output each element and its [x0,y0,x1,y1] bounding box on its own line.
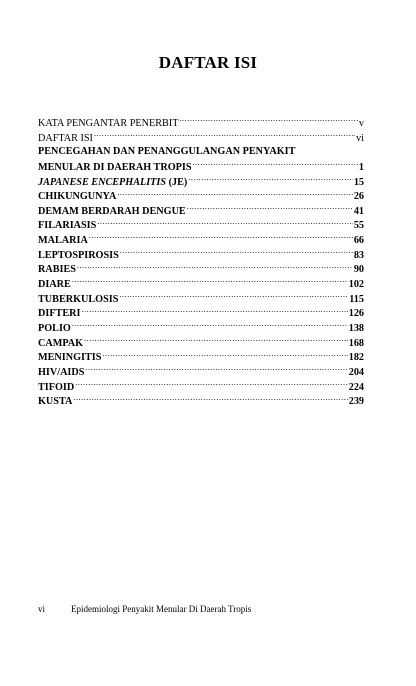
toc-entry-label: CHIKUNGUNYA [38,191,117,203]
toc-entry-label: KUSTA [38,396,73,408]
toc-entry-label: CAMPAK [38,337,84,349]
page-footer [38,604,251,614]
toc-entry-label: TIFOID [38,381,75,393]
toc-entry-page: 204 [348,366,364,378]
toc-entry-page: 15 [353,176,364,188]
toc-entry-page: 26 [353,191,364,203]
toc-entry-label-suffix: (JE) [166,176,188,188]
toc-leader-dots [73,394,347,404]
toc-entry-pencegahan[interactable] [38,160,364,175]
toc-entry-rabies[interactable] [38,262,364,277]
toc-entry-diare[interactable] [38,277,364,292]
toc-entry-label: MENINGITIS [38,352,102,364]
toc-entry-page: 41 [353,205,364,217]
toc-leader-dots [72,277,348,287]
toc-entry-page: 66 [353,235,364,247]
toc-entry-label: MALARIA [38,235,88,247]
toc-entry-page: 168 [348,337,364,349]
toc-entry-label-italic: JAPANESE ENCEPHALITIS [38,176,167,188]
toc-entry-campak[interactable] [38,336,364,351]
toc-leader-dots [188,175,353,185]
toc-leader-dots [75,380,347,390]
toc-entry-label: LEPTOSPIROSIS [38,249,119,261]
toc-entry-leptospirosis[interactable] [38,248,364,263]
toc-entry-japanese-encephalitis[interactable] [38,175,364,190]
toc-entry-tuberkulosis[interactable] [38,292,364,307]
toc-entry-page: 239 [348,396,364,408]
toc-entry-page: 182 [348,352,364,364]
toc-entry-tifoid[interactable] [38,380,364,395]
table-of-contents [38,116,364,409]
footer-book-title: Epidemiologi Penyakit Menular Di Daerah Tropis [71,604,252,614]
toc-entry-meningitis[interactable] [38,350,364,365]
footer-page-number: vi [38,604,46,614]
toc-leader-dots [179,116,357,126]
toc-leader-dots [85,365,347,375]
toc-entry-pencegahan-line1[interactable]: PENCEGAHAN DAN PENANGGULANGAN PENYAKIT [38,146,296,158]
toc-entry-page: 115 [349,293,364,305]
toc-leader-dots [84,336,348,346]
toc-leader-dots [102,350,347,360]
toc-entry-label: HIV/AIDS [38,366,85,378]
toc-entry-chikungunya[interactable] [38,189,364,204]
toc-leader-dots [119,292,348,302]
toc-leader-dots [187,204,353,214]
toc-entry-label: TUBERKULOSIS [38,293,119,305]
toc-leader-dots [120,248,353,258]
toc-entry-label: DEMAM BERDARAH DENGUE [38,205,186,217]
toc-entry-label: RABIES [38,264,76,276]
toc-entry-page: 102 [348,279,364,291]
toc-entry-difteri[interactable] [38,306,364,321]
toc-leader-dots [193,160,358,170]
toc-leader-dots [77,262,353,272]
toc-entry-kata-pengantar[interactable] [38,116,364,131]
toc-leader-dots [89,233,353,243]
toc-entry-label: DIARE [38,279,71,291]
toc-entry-page: 90 [353,264,364,276]
toc-entry-kusta[interactable] [38,394,364,409]
toc-entry-page: v [358,118,364,129]
toc-entry-label: POLIO [38,322,71,334]
toc-entry-label: MENULAR DI DAERAH TROPIS [38,161,192,173]
toc-entry-malaria[interactable] [38,233,364,248]
toc-entry-page: 224 [348,381,364,393]
toc-entry-label: FILARIASIS [38,220,97,232]
toc-entry-label [38,176,187,191]
toc-entry-daftar-isi[interactable] [38,131,364,146]
toc-entry-polio[interactable] [38,321,364,336]
toc-entry-label: DIFTERI [38,308,81,320]
toc-entry-page: 126 [348,308,364,320]
toc-leader-dots [72,321,348,331]
page-title: DAFTAR ISI [158,53,258,72]
toc-leader-dots [94,131,355,141]
toc-entry-label: KATA PENGANTAR PENERBIT [38,118,179,129]
toc-entry-page: 55 [353,220,364,232]
toc-entry-label: DAFTAR ISI [38,132,93,144]
toc-leader-dots [81,306,347,316]
toc-leader-dots [117,189,353,199]
toc-entry-filariasis[interactable] [38,218,364,233]
toc-entry-page: 83 [353,249,364,261]
toc-entry-hiv-aids[interactable] [38,365,364,380]
toc-entry-page: 1 [358,161,364,173]
toc-entry-demam-berdarah[interactable] [38,204,364,219]
toc-leader-dots [97,218,352,228]
toc-entry-page: 138 [348,322,364,334]
toc-entry-page: vi [356,132,364,144]
